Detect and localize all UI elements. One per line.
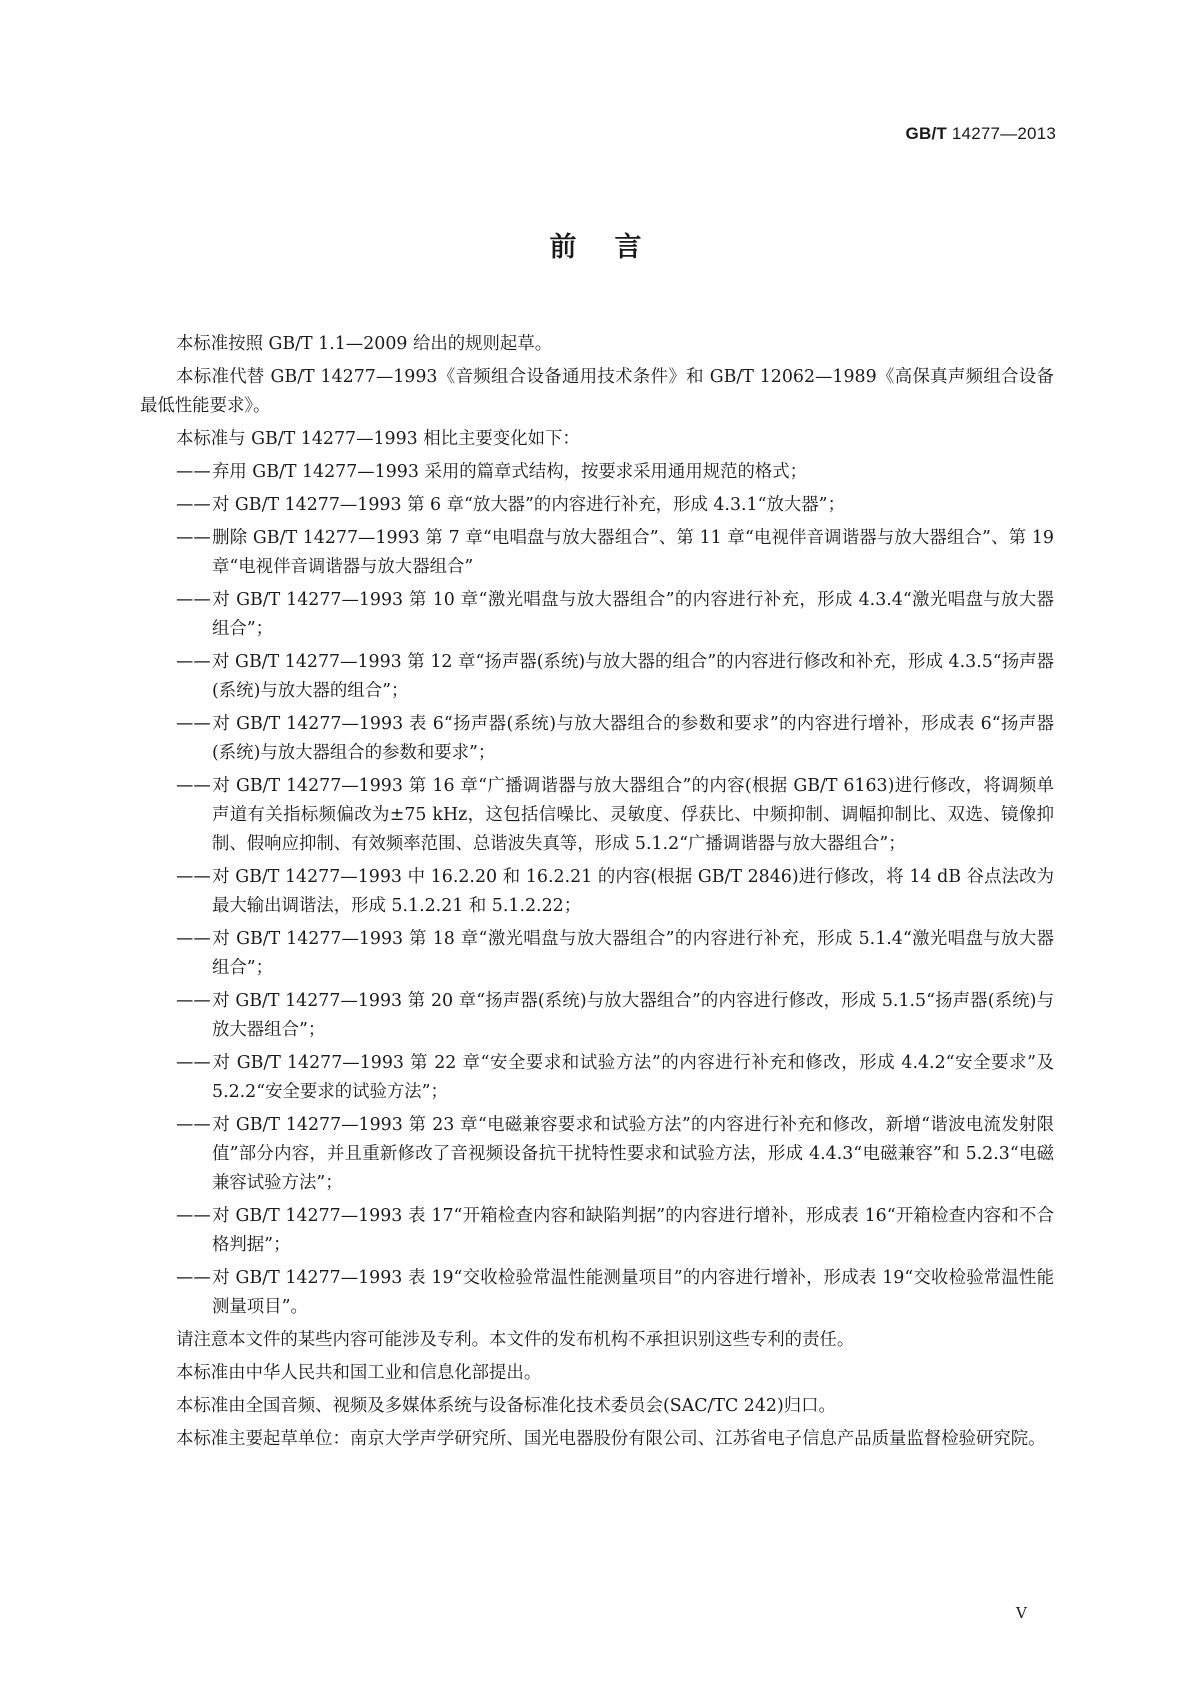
standard-code (906, 124, 1056, 144)
closing-paragraph: 本标准由中华人民共和国工业和信息化部提出。 (176, 1363, 542, 1383)
dash-marker: —— (176, 1115, 211, 1135)
intro-paragraph: 本标准按照 GB/T 1.1—2009 给出的规则起草。 (176, 334, 553, 354)
intro-paragraph: 本标准代替 GB/T 14277—1993《音频组合设备通用技术条件》和 GB/T 12062—1989《高保真声频组合设备最低性能要求》。 (140, 367, 1054, 416)
standard-number: 14277—2013 (951, 124, 1056, 143)
list-item-text: 对 GB/T 14277—1993 第 6 章“放大器”的内容进行补充，形成 4.3.1“放大器”； (212, 495, 845, 515)
list-item-text: 对 GB/T 14277—1993 第 16 章“广播调谐器与放大器组合”的内容(根据 GB/T 6163)进行修改，将调频单声道有关指标频偏改为±75 kHz，这包括信噪比、灵敏度、俘获比、中频抑制、调幅抑制比、双选、镜像抑制、假响应抑制、有效频率范围、总谐波失真等，形成 5.1.2“广播调谐器与放大器组合”； (212, 776, 1054, 854)
closing-paragraph: 本标准主要起草单位：南京大学声学研究所、国光电器股份有限公司、江苏省电子信息产品质量监督检验研究院。 (176, 1429, 1046, 1449)
list-item-text: 对 GB/T 14277—1993 中 16.2.20 和 16.2.21 的内容(根据 GB/T 2846)进行修改，将 14 dB 谷点法改为最大输出调谐法，形成 5.1.2.21 和 5.1.2.22； (212, 867, 1054, 916)
dash-marker: —— (176, 462, 211, 482)
list-item-text: 对 GB/T 14277—1993 第 20 章“扬声器(系统)与放大器组合”的内容进行修改，形成 5.1.5“扬声器(系统)与放大器组合”； (212, 991, 1054, 1040)
list-item (140, 925, 1054, 983)
dash-marker: —— (176, 776, 211, 796)
dash-marker: —— (176, 1268, 211, 1288)
list-item (140, 458, 1054, 487)
list-item (140, 1264, 1054, 1322)
list-item-text: 删除 GB/T 14277—1993 第 7 章“电唱盘与放大器组合”、第 11 章“电视伴音调谐器与放大器组合”、第 19 章“电视伴音调谐器与放大器组合” (212, 528, 1054, 577)
dash-marker: —— (176, 528, 211, 548)
page-number: V (1016, 1604, 1027, 1622)
list-item-text: 对 GB/T 14277—1993 第 10 章“激光唱盘与放大器组合”的内容进行补充，形成 4.3.4“激光唱盘与放大器组合”； (212, 590, 1054, 639)
dash-marker: —— (176, 1053, 211, 1073)
list-item-text: 对 GB/T 14277—1993 第 12 章“扬声器(系统)与放大器的组合”的内容进行修改和补充，形成 4.3.5“扬声器(系统)与放大器的组合”； (212, 652, 1054, 701)
list-item (140, 1049, 1054, 1107)
dash-marker: —— (176, 590, 211, 610)
dash-marker: —— (176, 867, 211, 887)
standard-prefix: GB/T (905, 124, 947, 143)
list-item-text: 对 GB/T 14277—1993 第 23 章“电磁兼容要求和试验方法”的内容进行补充和修改，新增“谐波电流发射限值”部分内容，并且重新修改了音视频设备抗干扰特性要求和试验方法，形成 4.4.3“电磁兼容”和 5.2.3“电磁兼容试验方法”； (212, 1115, 1054, 1193)
dash-marker: —— (176, 991, 211, 1011)
list-item (140, 524, 1054, 582)
dash-marker: —— (176, 714, 211, 734)
closing-paragraph: 本标准由全国音频、视频及多媒体系统与设备标准化技术委员会(SAC/TC 242)归口。 (176, 1396, 836, 1416)
list-item (140, 648, 1054, 706)
list-item (140, 710, 1054, 768)
list-item-text: 弃用 GB/T 14277—1993 采用的篇章式结构，按要求采用通用规范的格式； (212, 462, 808, 482)
list-item (140, 586, 1054, 644)
list-item (140, 1111, 1054, 1198)
page-title: 前言 (549, 232, 680, 263)
list-item (140, 1202, 1054, 1260)
closing-paragraph: 请注意本文件的某些内容可能涉及专利。本文件的发布机构不承担识别这些专利的责任。 (176, 1330, 855, 1350)
list-item-text: 对 GB/T 14277—1993 第 22 章“安全要求和试验方法”的内容进行补充和修改，形成 4.4.2“安全要求”及 5.2.2“安全要求的试验方法”； (212, 1053, 1054, 1102)
list-item (140, 863, 1054, 921)
list-item (140, 772, 1054, 859)
list-item (140, 987, 1054, 1045)
list-item-text: 对 GB/T 14277—1993 表 6“扬声器(系统)与放大器组合的参数和要求”的内容进行增补，形成表 6“扬声器(系统)与放大器组合的参数和要求”； (212, 714, 1054, 763)
intro-paragraph: 本标准与 GB/T 14277—1993 相比主要变化如下： (176, 429, 580, 449)
dash-marker: —— (176, 929, 211, 949)
dash-marker: —— (176, 1206, 211, 1226)
list-item-text: 对 GB/T 14277—1993 表 17“开箱检查内容和缺陷判据”的内容进行增补，形成表 16“开箱检查内容和不合格判据”； (212, 1206, 1054, 1255)
document-body (140, 330, 1054, 1458)
changes-list (140, 458, 1054, 1322)
dash-marker: —— (176, 652, 211, 672)
list-item (140, 491, 1054, 520)
list-item-text: 对 GB/T 14277—1993 表 19“交收检验常温性能测量项目”的内容进行增补，形成表 19“交收检验常温性能测量项目”。 (212, 1268, 1054, 1317)
dash-marker: —— (176, 495, 211, 515)
list-item-text: 对 GB/T 14277—1993 第 18 章“激光唱盘与放大器组合”的内容进行补充，形成 5.1.4“激光唱盘与放大器组合”； (212, 929, 1054, 978)
